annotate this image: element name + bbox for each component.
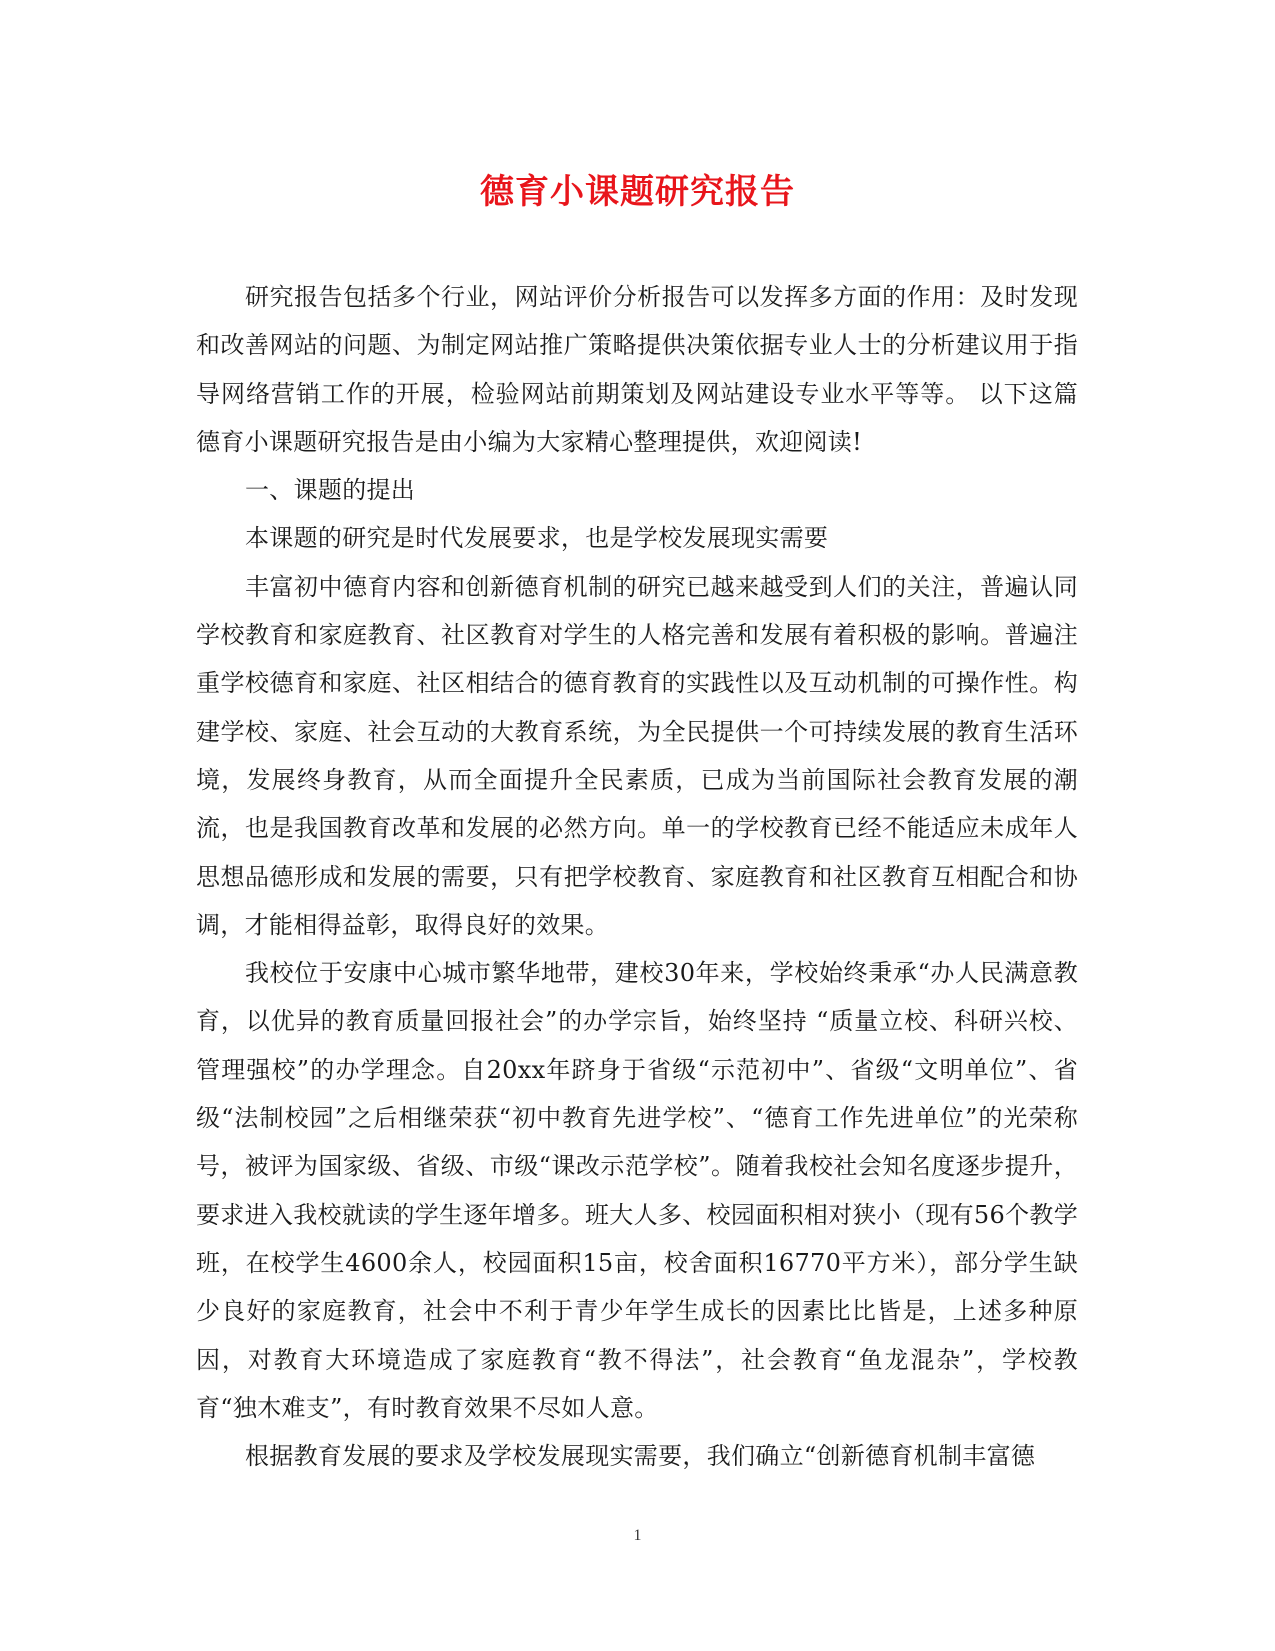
paragraph-school: 我校位于安康中心城市繁华地带，建校30年来，学校始终秉承“办人民满意教育，以优异的教育质量回报社会”的办学宗旨，始终坚持 “质量立校、科研兴校、管理强校”的办学理念。自20xx年跻身于省级“示范初中”、省级“文明单位”、省级“法制校园”之后相继荣获“初中教育先进学校”、“德育工作先进单位”的光荣称号，被评为国家级、省级、市级“课改示范学校”。随着我校社会知名度逐步提升，要求进入我校就读的学生逐年增多。班大人多、校园面积相对狭小（现有56个教学班，在校学生4600余人，校园面积15亩，校舍面积16770平方米），部分学生缺少良好的家庭教育，社会中不利于青少年学生成长的因素比比皆是，上述多种原因，对教育大环境造成了家庭教育“教不得法”，社会教育“鱼龙混杂”，学校教育“独木难支”，有时教育效果不尽如人意。 [196, 959, 1078, 1422]
document-body [196, 273, 1078, 1480]
paragraph-conclusion: 根据教育发展的要求及学校发展现实需要，我们确立“创新德育机制丰富德 [245, 1442, 1036, 1471]
page-number: 1 [633, 1527, 642, 1544]
section-heading: 一、课题的提出 [245, 476, 416, 505]
paragraph-subheading: 本课题的研究是时代发展要求，也是学校发展现实需要 [245, 524, 829, 553]
paragraph-intro: 研究报告包括多个行业，网站评价分析报告可以发挥多方面的作用：及时发现和改善网站的问题、为制定网站推广策略提供决策依据专业人士的分析建议用于指导网络营销工作的开展，检验网站前期策划及网站建设专业水平等等。 以下这篇德育小课题研究报告是由小编为大家精心整理提供，欢迎阅读! [196, 283, 1078, 456]
document-title: 德育小课题研究报告 [480, 172, 795, 212]
paragraph-background: 丰富初中德育内容和创新德育机制的研究已越来越受到人们的关注，普遍认同学校教育和家庭教育、社区教育对学生的人格完善和发展有着积极的影响。普遍注重学校德育和家庭、社区相结合的德育教育的实践性以及互动机制的可操作性。构建学校、家庭、社会互动的大教育系统，为全民提供一个可持续发展的教育生活环境，发展终身教育，从而全面提升全民素质，已成为当前国际社会教育发展的潮流，也是我国教育改革和发展的必然方向。单一的学校教育已经不能适应未成年人思想品德形成和发展的需要，只有把学校教育、家庭教育和社区教育互相配合和协调，才能相得益彰，取得良好的效果。 [196, 572, 1078, 939]
